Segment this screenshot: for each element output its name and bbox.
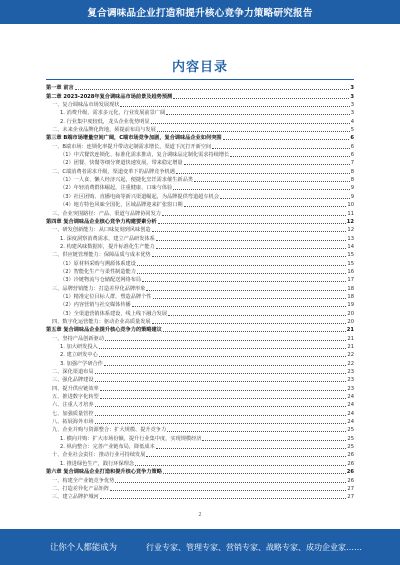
- toc-dot-leader: [152, 323, 347, 324]
- toc-entry-page: 21: [347, 335, 354, 342]
- toc-entry[interactable]: [46, 359, 354, 367]
- toc-dot-leader: [163, 331, 346, 332]
- toc-dot-leader: [135, 465, 346, 466]
- toc-entry[interactable]: [46, 243, 354, 251]
- toc-dot-leader: [142, 281, 346, 282]
- toc-entry-label: （2）年轻消费群体崛起，注重健康、口味与体验: [60, 185, 173, 192]
- toc-entry-label: 一、坚持产品创新驱动: [52, 335, 104, 342]
- toc-entry-label: 四、提升供应链效率: [52, 385, 99, 392]
- toc-entry[interactable]: [46, 334, 354, 342]
- toc-entry-page: 25: [347, 427, 354, 434]
- toc-entry-label: （3）全渠道营销体系建设，线上线下融合发展: [60, 310, 168, 317]
- toc-entry-label: 八、拓展海外市场: [52, 419, 94, 426]
- toc-entry[interactable]: [46, 451, 354, 459]
- toc-entry[interactable]: [46, 443, 354, 451]
- toc-entry-label: 二、供应链管理能力：保障品质与成本优势: [52, 252, 151, 259]
- toc-dot-leader: [151, 123, 350, 124]
- toc-entry-label: 一、研发创新能力：从口味复刻到风味创造: [52, 227, 151, 234]
- toc-entry-page: 5: [350, 127, 354, 134]
- toc-entry[interactable]: [46, 293, 354, 301]
- toc-dot-leader: [146, 290, 346, 291]
- toc-dot-leader: [167, 431, 346, 432]
- toc-entry[interactable]: [46, 268, 354, 276]
- toc-entry[interactable]: [46, 276, 354, 284]
- toc-entry-page: 12: [347, 227, 354, 234]
- toc-dot-leader: [104, 365, 346, 366]
- toc-entry[interactable]: [46, 434, 354, 442]
- toc-entry-page: 3: [350, 110, 354, 117]
- toc-entry-label: 1. 推进绿色生产，践行环保理念: [60, 460, 135, 467]
- toc-dot-leader: [137, 265, 346, 266]
- toc-dot-leader: [146, 456, 346, 457]
- report-title: 复合调味品企业打造和提升核心竞争力策略研究报告: [87, 8, 313, 19]
- toc-entry-page: 8: [350, 168, 354, 175]
- toc-entry-page: 9: [350, 185, 354, 192]
- toc-entry-page: 21: [346, 327, 354, 334]
- toc-entry[interactable]: [46, 393, 354, 401]
- toc-entry[interactable]: [46, 201, 354, 209]
- toc-dot-leader: [132, 306, 347, 307]
- toc-entry-label: 1. 消费升级、需求多元化，行业发展前景广阔: [60, 110, 166, 117]
- toc-dot-leader: [156, 248, 347, 249]
- toc-entry-label: 九、企业并购与资源整合：扩大规模、提升竞争力: [52, 427, 167, 434]
- toc-entry[interactable]: [46, 376, 354, 384]
- toc-entry-label: 七、加强质量管控: [52, 410, 94, 417]
- toc-entry[interactable]: [46, 117, 354, 125]
- toc-entry[interactable]: [46, 309, 354, 317]
- toc-dot-leader: [152, 231, 347, 232]
- toc-entry-page: 20: [347, 318, 354, 325]
- toc-entry[interactable]: [46, 318, 354, 326]
- toc-dot-leader: [176, 173, 350, 174]
- toc-entry[interactable]: [46, 459, 354, 467]
- toc-entry-label: 一、复合调味品市场发展现状: [52, 102, 120, 109]
- toc-entry-page: 14: [347, 243, 354, 250]
- toc-entry-page: 23: [347, 377, 354, 384]
- toc-entry-page: 23: [347, 385, 354, 392]
- toc-entry-page: 10: [347, 202, 354, 209]
- toc-entry-page: 25: [347, 444, 354, 451]
- toc-entry-label: 五、推进数字化转型: [52, 394, 99, 401]
- toc-entry[interactable]: [46, 426, 354, 434]
- toc-entry-label: 1. 深度洞察消费需求，建立产品研发体系: [60, 235, 155, 242]
- toc-entry[interactable]: [46, 476, 354, 484]
- toc-dot-leader: [212, 148, 350, 149]
- toc-entry-label: 1. 加大研发投入: [60, 344, 98, 350]
- toc-entry-page: 24: [347, 402, 354, 409]
- toc-entry[interactable]: [46, 251, 354, 259]
- toc-entry-label: 三、品牌营销能力：打造差异化品牌形象: [52, 285, 146, 292]
- toc-dot-leader: [194, 181, 350, 182]
- toc-dot-leader: [158, 223, 346, 224]
- toc-entry[interactable]: [46, 493, 354, 501]
- toc-dot-leader: [99, 348, 347, 349]
- toc-dot-leader: [137, 273, 346, 274]
- toc-entry-page: 6: [350, 152, 354, 159]
- table-of-contents: [46, 84, 354, 501]
- toc-entry-label: （1）精准定位目标人群，塑造品牌个性: [60, 293, 152, 300]
- toc-entry-page: 4: [350, 118, 354, 125]
- toc-entry-label: 2. 行业集中度较低，龙头企业优势明显: [60, 118, 150, 125]
- toc-entry-page: 24: [347, 410, 354, 417]
- toc-entry[interactable]: [46, 192, 354, 200]
- toc-dot-leader: [95, 406, 347, 407]
- toc-entry-label: 第一章 前言: [46, 85, 74, 92]
- toc-entry-page: 13: [347, 235, 354, 242]
- toc-entry-page: 26: [347, 477, 354, 484]
- toc-entry-page: 18: [347, 285, 354, 292]
- toc-entry-label: （3）冷链物流与仓储配送网络布局: [60, 277, 142, 284]
- page-number: 2: [198, 512, 202, 518]
- toc-entry-page: 18: [347, 293, 354, 300]
- toc-entry[interactable]: [46, 134, 354, 142]
- toc-dot-leader: [163, 473, 346, 474]
- toc-entry-label: （1）中式餐饮连锁化、标准化需求推动，复合调味品定制化需求持续增长: [60, 152, 230, 159]
- toc-entry-page: 22: [347, 360, 354, 367]
- toc-entry-label: 第五章 复合调味品企业提升核心竞争力的策略建议: [46, 327, 162, 334]
- toc-entry-page: 21: [347, 344, 354, 350]
- toc-entry-page: 15: [347, 260, 354, 267]
- toc-dot-leader: [173, 98, 349, 99]
- toc-entry[interactable]: [46, 485, 354, 493]
- footer-slogan: 让你个人都能成为: [50, 542, 117, 552]
- toc-dot-leader: [184, 164, 350, 165]
- toc-entry-label: 2. 构建风味数据库，提升标准化生产能力: [60, 243, 155, 250]
- toc-entry[interactable]: [46, 184, 354, 192]
- toc-entry-label: 四、数字化运营能力：驱动企业高质量发展: [52, 318, 151, 325]
- toc-entry[interactable]: [46, 234, 354, 242]
- toc-dot-leader: [100, 390, 347, 391]
- toc-entry[interactable]: [46, 418, 354, 426]
- toc-entry[interactable]: [46, 384, 354, 392]
- toc-entry[interactable]: [46, 284, 354, 292]
- toc-entry-page: 15: [347, 252, 354, 259]
- toc-entry-label: 二、深化渠道布局: [52, 369, 94, 376]
- toc-entry[interactable]: [46, 409, 354, 417]
- toc-dot-leader: [156, 448, 347, 449]
- toc-dot-leader: [168, 315, 346, 316]
- toc-entry[interactable]: [46, 326, 354, 334]
- toc-dot-leader: [184, 206, 347, 207]
- toc-entry-page: 27: [347, 494, 354, 501]
- toc-dot-leader: [202, 440, 346, 441]
- toc-entry-page: 8: [350, 177, 354, 184]
- toc-dot-leader: [120, 106, 349, 107]
- toc-entry-label: （2）团餐、快餐等细分赛道快速发展，带来稳定增量: [60, 160, 183, 167]
- toc-dot-leader: [162, 215, 346, 216]
- toc-dot-leader: [95, 415, 347, 416]
- bottom-banner: [0, 529, 400, 565]
- toc-entry-page: 22: [347, 352, 354, 359]
- footer-tagline: 行业专家、管理专家、营销专家、战略专家、成功企业家……: [146, 542, 362, 552]
- toc-entry[interactable]: [46, 126, 354, 134]
- toc-entry-label: 十、企业社会责任：推动行业可持续发展: [52, 452, 146, 459]
- toc-dot-leader: [173, 189, 349, 190]
- toc-entry-page: 12: [346, 218, 354, 225]
- toc-dot-leader: [115, 482, 346, 483]
- top-banner: [0, 0, 400, 24]
- toc-entry-label: （1）一人食、懒人经济兴起，便捷化烹饪需求催生新品类: [60, 177, 193, 184]
- toc-dot-leader: [105, 340, 347, 341]
- toc-dot-leader: [95, 381, 347, 382]
- toc-entry-label: 2. 纵向整合：完善产业链布局，降低成本: [60, 444, 155, 451]
- toc-entry-label: 一、B端市场：连锁化率提升带动定制需求增长，渠道下沉打开新空间: [52, 143, 212, 150]
- toc-entry-page: 25: [347, 435, 354, 442]
- toc-entry-label: 六、注重人才培养: [52, 402, 94, 409]
- toc-entry-page: 3: [350, 85, 354, 92]
- toc-entry[interactable]: [46, 109, 354, 117]
- toc-entry-page: 17: [347, 277, 354, 284]
- toc-dot-leader: [153, 298, 347, 299]
- toc-entry[interactable]: [46, 218, 354, 226]
- toc-entry-label: 一、构建全产业链竞争优势: [52, 477, 115, 484]
- toc-dot-leader: [100, 398, 347, 399]
- toc-entry-label: 第六章 复合调味品企业打造和提升核心竞争力策略: [46, 469, 162, 476]
- toc-dot-leader: [166, 114, 350, 115]
- toc-entry[interactable]: [46, 401, 354, 409]
- toc-entry[interactable]: [46, 368, 354, 376]
- toc-dot-leader: [75, 89, 350, 90]
- toc-entry[interactable]: [46, 343, 354, 351]
- toc-dot-leader: [99, 356, 347, 357]
- toc-entry-label: （2）智能化生产与柔性制造能力: [60, 268, 136, 275]
- toc-dot-leader: [220, 198, 350, 199]
- toc-entry-page: 19: [347, 302, 354, 309]
- toc-entry-page: 3: [350, 93, 354, 100]
- toc-entry[interactable]: [46, 176, 354, 184]
- toc-entry[interactable]: [46, 142, 354, 150]
- toc-entry-page: 26: [346, 469, 354, 476]
- toc-entry-label: 3. 加强产学研合作: [60, 360, 103, 367]
- toc-entry-page: 26: [347, 452, 354, 459]
- toc-dot-leader: [230, 156, 349, 157]
- toc-entry-label: 三、强化品牌建设: [52, 377, 94, 384]
- toc-dot-leader: [157, 131, 350, 132]
- toc-entry[interactable]: [46, 259, 354, 267]
- toc-entry-page: 24: [347, 419, 354, 426]
- toc-dot-leader: [223, 139, 350, 140]
- toc-dot-leader: [152, 256, 347, 257]
- toc-dot-leader: [110, 490, 346, 491]
- toc-entry-page: 6: [350, 135, 354, 142]
- toc-entry-label: （3）社区团购、直播电商等新兴渠道崛起，为品牌提供弯道超车机会: [60, 193, 219, 200]
- toc-entry-label: 三、建立品牌护城河: [52, 494, 99, 501]
- toc-dot-leader: [156, 240, 347, 241]
- toc-entry[interactable]: [46, 167, 354, 175]
- toc-entry-page: 20: [347, 310, 354, 317]
- toc-heading: 内容目录: [171, 60, 228, 75]
- toc-entry-page: 6: [350, 143, 354, 150]
- toc-entry-page: 11: [347, 210, 354, 217]
- toc-entry[interactable]: [46, 226, 354, 234]
- toc-entry[interactable]: [46, 468, 354, 476]
- toc-entry-page: 3: [350, 102, 354, 109]
- toc-entry-label: （1）原材料采购与溯源体系建设: [60, 260, 136, 267]
- toc-entry[interactable]: [46, 209, 354, 217]
- toc-dot-leader: [95, 423, 347, 424]
- toc-entry[interactable]: [46, 159, 354, 167]
- toc-entry-label: 第二章 2023-2028年复合调味品市场前景及趋势预测: [46, 93, 173, 100]
- toc-heading-divider: [46, 79, 354, 80]
- toc-entry[interactable]: [46, 84, 354, 92]
- toc-entry-page: 23: [347, 369, 354, 376]
- toc-entry[interactable]: [46, 92, 354, 100]
- toc-entry-page: 26: [347, 460, 354, 467]
- toc-entry-label: 三、企业突围路径：产品、渠道与品牌协同发力: [52, 210, 161, 217]
- toc-entry-label: 第三章 B端市场增量空间广阔，C端市场竞争加剧，复合调味品企业如何突围: [46, 135, 222, 142]
- toc-entry[interactable]: [46, 301, 354, 309]
- toc-entry[interactable]: [46, 351, 354, 359]
- toc-entry-page: 27: [347, 485, 354, 492]
- toc-entry-label: （4）地方特色风味全国化，区域品牌迎来扩张窗口期: [60, 202, 183, 209]
- toc-entry-label: 2. 建立研发中心: [60, 352, 98, 359]
- toc-entry-label: 二、C端消费者需求升级，渠道变革下的品牌竞争机遇: [52, 168, 175, 175]
- toc-entry[interactable]: [46, 151, 354, 159]
- toc-dot-leader: [95, 373, 347, 374]
- toc-entry-label: 第四章 复合调味品企业核心竞争力构建要素分析: [46, 218, 157, 225]
- toc-entry-label: 1. 横向并购：扩大市场份额，提升行业集中度，实现规模经济: [60, 435, 202, 442]
- toc-entry-page: 9: [350, 193, 354, 200]
- toc-dot-leader: [100, 498, 347, 499]
- toc-entry-page: 7: [350, 160, 354, 167]
- toc-entry[interactable]: [46, 101, 354, 109]
- toc-entry-label: 二、打造差异化产品矩阵: [52, 485, 110, 492]
- toc-entry-label: 二、未来企业品牌化阵地，须提前布局与发展: [52, 127, 156, 134]
- toc-entry-label: （2）内容营销与社交媒体传播: [60, 302, 131, 309]
- toc-entry-page: 16: [347, 268, 354, 275]
- toc-entry-page: 24: [347, 394, 354, 401]
